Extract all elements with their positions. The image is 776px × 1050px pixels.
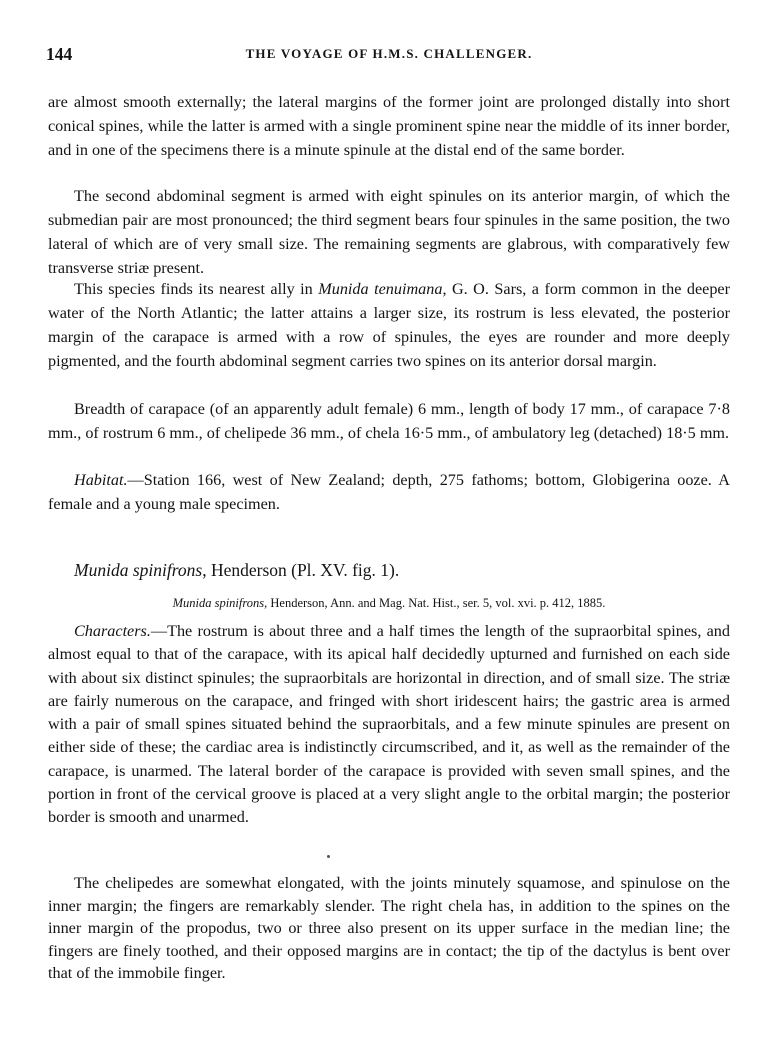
paragraph-abdominal-segments: The second abdominal segment is armed with eight spinules on its anterior margin, of which the submedian pair are most pronounced; the third segment bears four spinules in the same position, the two lateral of which are of very small size. The remaining segments are glabrous, with comparatively few transverse striæ present. <box>48 187 730 277</box>
paragraph-continuation: are almost smooth externally; the lateral margins of the former joint are prolonged distally into short conical spines, while the latter is armed with a single prominent spine near the middle of its inner border, and in one of the specimens there is a minute spinule at the distal end of the same border. <box>48 93 730 159</box>
citation-rest: , Henderson, Ann. and Mag. Nat. Hist., ser. 5, vol. xvi. p. 412, 1885. <box>264 596 606 610</box>
p3-after: , G. O. Sars, a form common in the deeper water of the North Atlantic; the latter attains a larger size, its rostrum is less elevated, the posterior margin of the carapace is armed with a row of spinules, the eyes are rounder and more deeply pigmented, and the fourth abdominal segment carries two spines on its anterior dorsal margin. <box>48 280 730 370</box>
habitat-text: —Station 166, west of New Zealand; depth, 275 fathoms; bottom, Globigerina ooze. A female and a young male specimen. <box>48 471 730 513</box>
paragraph-characters <box>48 620 730 830</box>
species-name-tenuimana: Munida tenuimana <box>318 280 443 298</box>
characters-label: Characters. <box>74 622 151 640</box>
paragraph-chelipedes: The chelipedes are somewhat elongated, with the joints minutely squamose, and spinulose on the inner margin; the fingers are remarkably slender. The right chela has, in addition to the spines on the inner margin of the propodus, two or three also present on its upper surface in the median line; the fingers are finely toothed, and their opposed margins are in contact; the tip of the dactylus is bent over that of the immobile finger. <box>48 874 730 983</box>
species-heading-rest: , Henderson (Pl. XV. fig. 1). <box>202 560 400 580</box>
species-heading <box>74 560 399 581</box>
page-number: 144 <box>46 44 73 64</box>
characters-text: —The rostrum is about three and a half times the length of the supraorbital spines, and almost equal to that of the carapace, with its apical half decidedly upturned and furnished on each side with about six distinct spinules; the supraorbitals are horizontal in direction, and of small size. The striæ are fairly numerous on the carapace, and fringed with short iridescent hairs; the gastric area is armed with a pair of small spines situated behind the supraorbitals, and a few minute spinules are present on either side of these; the cardiac area is indistinctly circumscribed, and it, as well as the remainder of the carapace, is unarmed. The lateral border of the carapace is provided with seven small spines, and the portion in front of the cervical groove is placed at a very slight angle to the orbital margin; the posterior border is smooth and unarmed. <box>48 622 730 827</box>
ink-speck <box>327 855 330 858</box>
paragraph-habitat <box>48 468 730 516</box>
paragraph-measurements: Breadth of carapace (of an apparently adult female) 6 mm., length of body 17 mm., of carapace 7·8 mm., of rostrum 6 mm., of chelipede 36 mm., of chela 16·5 mm., of ambulatory leg (detached) 18·5 mm. <box>48 400 730 442</box>
citation <box>48 596 730 611</box>
p3-before: This species finds its nearest ally in <box>74 280 319 298</box>
citation-name: Munida spinifrons <box>172 596 265 610</box>
species-heading-name: Munida spinifrons <box>74 560 203 580</box>
running-title: THE VOYAGE OF H.M.S. CHALLENGER. <box>245 46 533 61</box>
page-header <box>46 44 732 70</box>
habitat-label: Habitat. <box>74 471 128 489</box>
paragraph-nearest-ally <box>48 277 730 373</box>
